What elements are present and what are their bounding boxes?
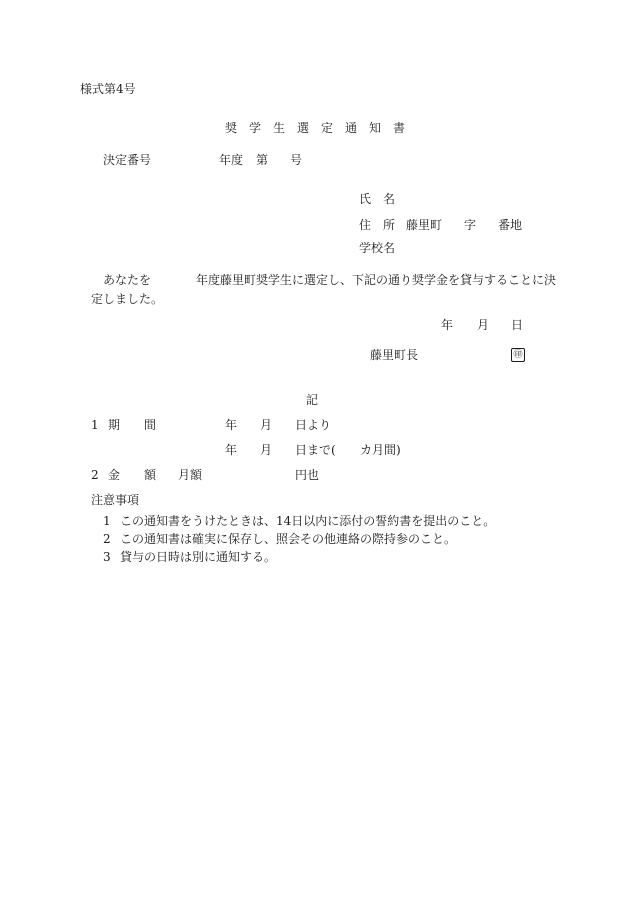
amount-label: 金 額	[108, 468, 157, 482]
period-label: 期 間	[108, 418, 157, 432]
note-number: 2	[103, 532, 111, 546]
note-text: この通知書をうけたときは、14日以内に添付の誓約書を提出のこと。	[120, 514, 496, 528]
recipient-address-label: 住 所	[359, 218, 396, 232]
recipient-aza: 字	[464, 218, 477, 232]
recipient-town: 藤里町	[406, 218, 443, 232]
period-number: 1	[91, 418, 99, 432]
form-number: 様式第4号	[80, 82, 136, 96]
decision-dai-label: 第	[256, 153, 269, 167]
note-number: 1	[103, 514, 111, 528]
decision-year-label: 年度	[219, 153, 244, 167]
seal-mark: ㊞	[511, 348, 525, 362]
period-from-year: 年	[225, 418, 238, 432]
note-text: 貸与の日時は別に通知する。	[120, 550, 277, 564]
body-line-1-rest: 年度藤里町奨学生に選定し、下記の通り奨学金を貸与することに決	[196, 273, 557, 287]
period-months: カ月間)	[360, 443, 401, 457]
signer-title: 藤里町長	[370, 348, 419, 362]
note-text: この通知書は確実に保存し、照会その他連絡の際持参のこと。	[120, 532, 457, 546]
date-day: 日	[511, 318, 524, 332]
date-month: 月	[477, 318, 490, 332]
document-title: 奨 学 生 選 定 通 知 書	[225, 121, 406, 135]
body-line-1-start: あなたを	[103, 273, 152, 287]
amount-monthly-label: 月額	[178, 468, 203, 482]
period-to-day: 日まで(	[295, 443, 336, 457]
amount-yen: 円也	[295, 468, 320, 482]
note-number: 3	[103, 550, 111, 564]
period-from-month: 月	[260, 418, 273, 432]
period-to-year: 年	[225, 443, 238, 457]
decision-gou-label: 号	[290, 153, 303, 167]
body-line-2: 定しました。	[91, 292, 164, 306]
notes-heading: 注意事項	[91, 493, 140, 507]
recipient-banchi: 番地	[498, 218, 523, 232]
period-to-month: 月	[260, 443, 273, 457]
ki-heading: 記	[306, 393, 319, 407]
recipient-name-label: 氏 名	[359, 192, 396, 206]
recipient-school-label: 学校名	[359, 241, 396, 255]
date-year: 年	[441, 318, 454, 332]
amount-number: 2	[91, 468, 99, 482]
period-from-day: 日より	[295, 418, 332, 432]
decision-number-label: 決定番号	[103, 153, 152, 167]
